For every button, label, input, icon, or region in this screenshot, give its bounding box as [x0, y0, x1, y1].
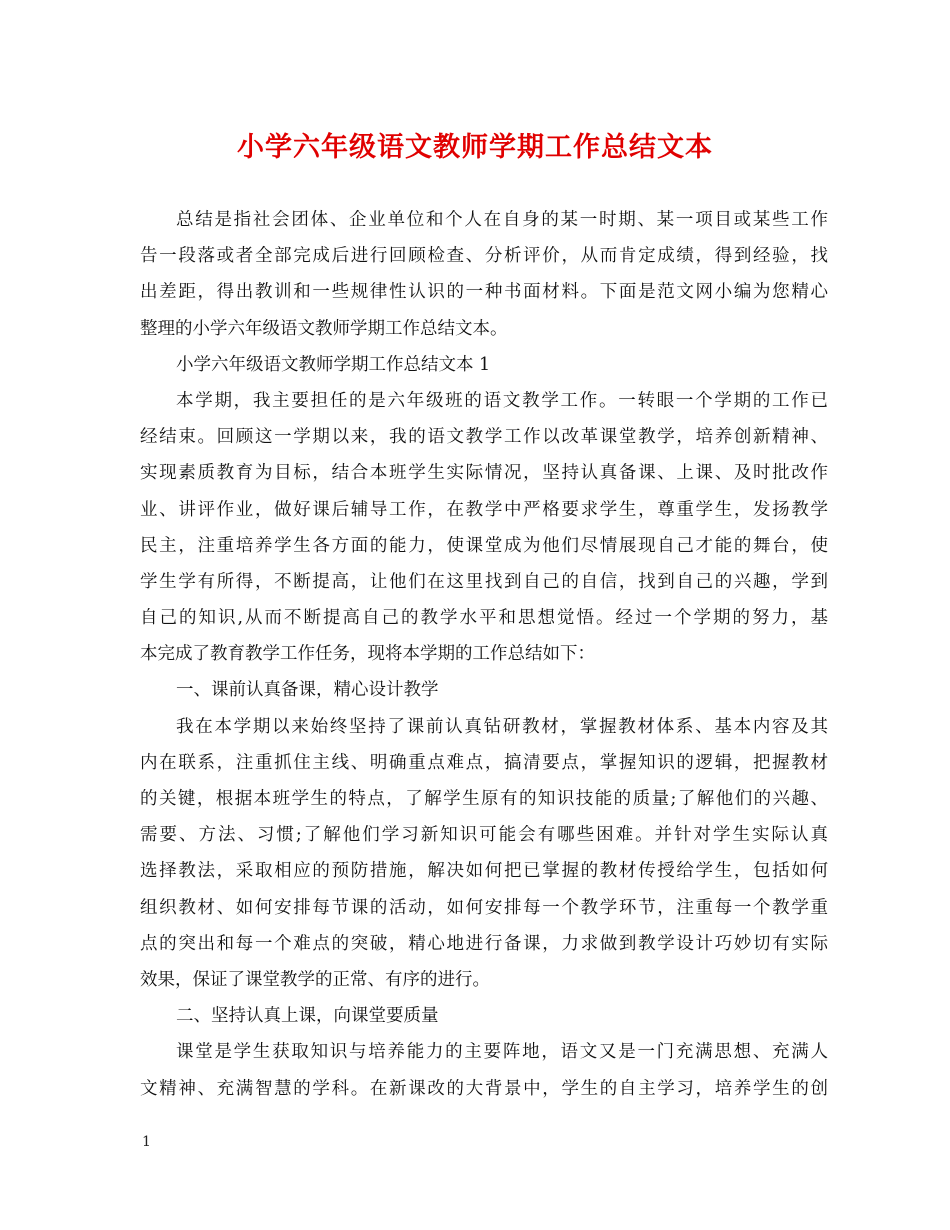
paragraph-line: 学生学有所得，不断提高，让他们在这里找到自己的自信，找到自己的兴趣，学到: [140, 571, 828, 592]
section-heading: 二、坚持认真上课，向课堂要质量: [176, 1006, 439, 1027]
paragraph-line: 民主，注重培养学生各方面的能力，使课堂成为他们尽情展现自己才能的舞台，使: [140, 535, 828, 556]
paragraph-line: 效果，保证了课堂教学的正常、有序的进行。: [140, 969, 490, 990]
paragraph-line: 实现素质教育为目标，结合本班学生实际情况，坚持认真备课、上课、及时批改作: [140, 463, 828, 484]
paragraph-line: 整理的小学六年级语文教师学期工作总结文本。: [140, 318, 508, 339]
paragraph-line: 经结束。回顾这一学期以来，我的语文教学工作以改革课堂教学，培养创新精神、: [140, 427, 828, 448]
paragraph-line: 出差距，得出教训和一些规律性认识的一种书面材料。下面是范文网小编为您精心: [140, 282, 828, 303]
paragraph-line: 总结是指社会团体、企业单位和个人在自身的某一时期、某一项目或某些工作: [176, 210, 828, 230]
paragraph-line: 本学期，我主要担任的是六年级班的语文教学工作。一转眼一个学期的工作已: [176, 390, 828, 411]
paragraph-line: 组织教材、如何安排每节课的活动，如何安排每一个教学环节，注重每一个教学重: [140, 897, 828, 918]
section-heading: 小学六年级语文教师学期工作总结文本 1: [176, 354, 491, 375]
paragraph-line: 业、讲评作业，做好课后辅导工作，在教学中严格要求学生，尊重学生，发扬教学: [140, 499, 828, 520]
paragraph-line: 告一段落或者全部完成后进行回顾检查、分析评价，从而肯定成绩，得到经验，找: [140, 246, 828, 267]
paragraph-line: 的关键，根据本班学生的特点，了解学生原有的知识技能的质量;了解他们的兴趣、: [140, 789, 828, 809]
paragraph-line: 内在联系，注重抓住主线、明确重点难点，搞清要点，掌握知识的逻辑，把握教材: [140, 752, 828, 773]
paragraph-line: 选择教法，采取相应的预防措施，解决如何把已掌握的教材传授给学生，包括如何: [140, 861, 828, 882]
paragraph-line: 需要、方法、习惯;了解他们学习新知识可能会有哪些困难。并针对学生实际认真: [140, 825, 828, 846]
paragraph-line: 自己的知识,从而不断提高自己的教学水平和思想觉悟。经过一个学期的努力，基: [140, 608, 828, 629]
document-title: 小学六年级语文教师学期工作总结文本: [237, 132, 713, 163]
paragraph-line: 课堂是学生获取知识与培养能力的主要阵地，语文又是一门充满思想、充满人: [176, 1042, 828, 1063]
section-heading: 一、课前认真备课，精心设计教学: [176, 680, 439, 701]
document-body: [140, 202, 828, 1107]
paragraph-line: 我在本学期以来始终坚持了课前认真钻研教材，掌握教材体系、基本内容及其: [176, 716, 828, 737]
paragraph-line: 点的突出和每一个难点的突破，精心地进行备课，力求做到教学设计巧妙切有实际: [140, 933, 828, 954]
paragraph-line: 文精神、充满智慧的学科。在新课改的大背景中，学生的自主学习，培养学生的创: [140, 1078, 828, 1099]
paragraph-line: 本完成了教育教学工作任务，现将本学期的工作总结如下：: [140, 644, 595, 665]
page-number: 1: [142, 1134, 151, 1150]
